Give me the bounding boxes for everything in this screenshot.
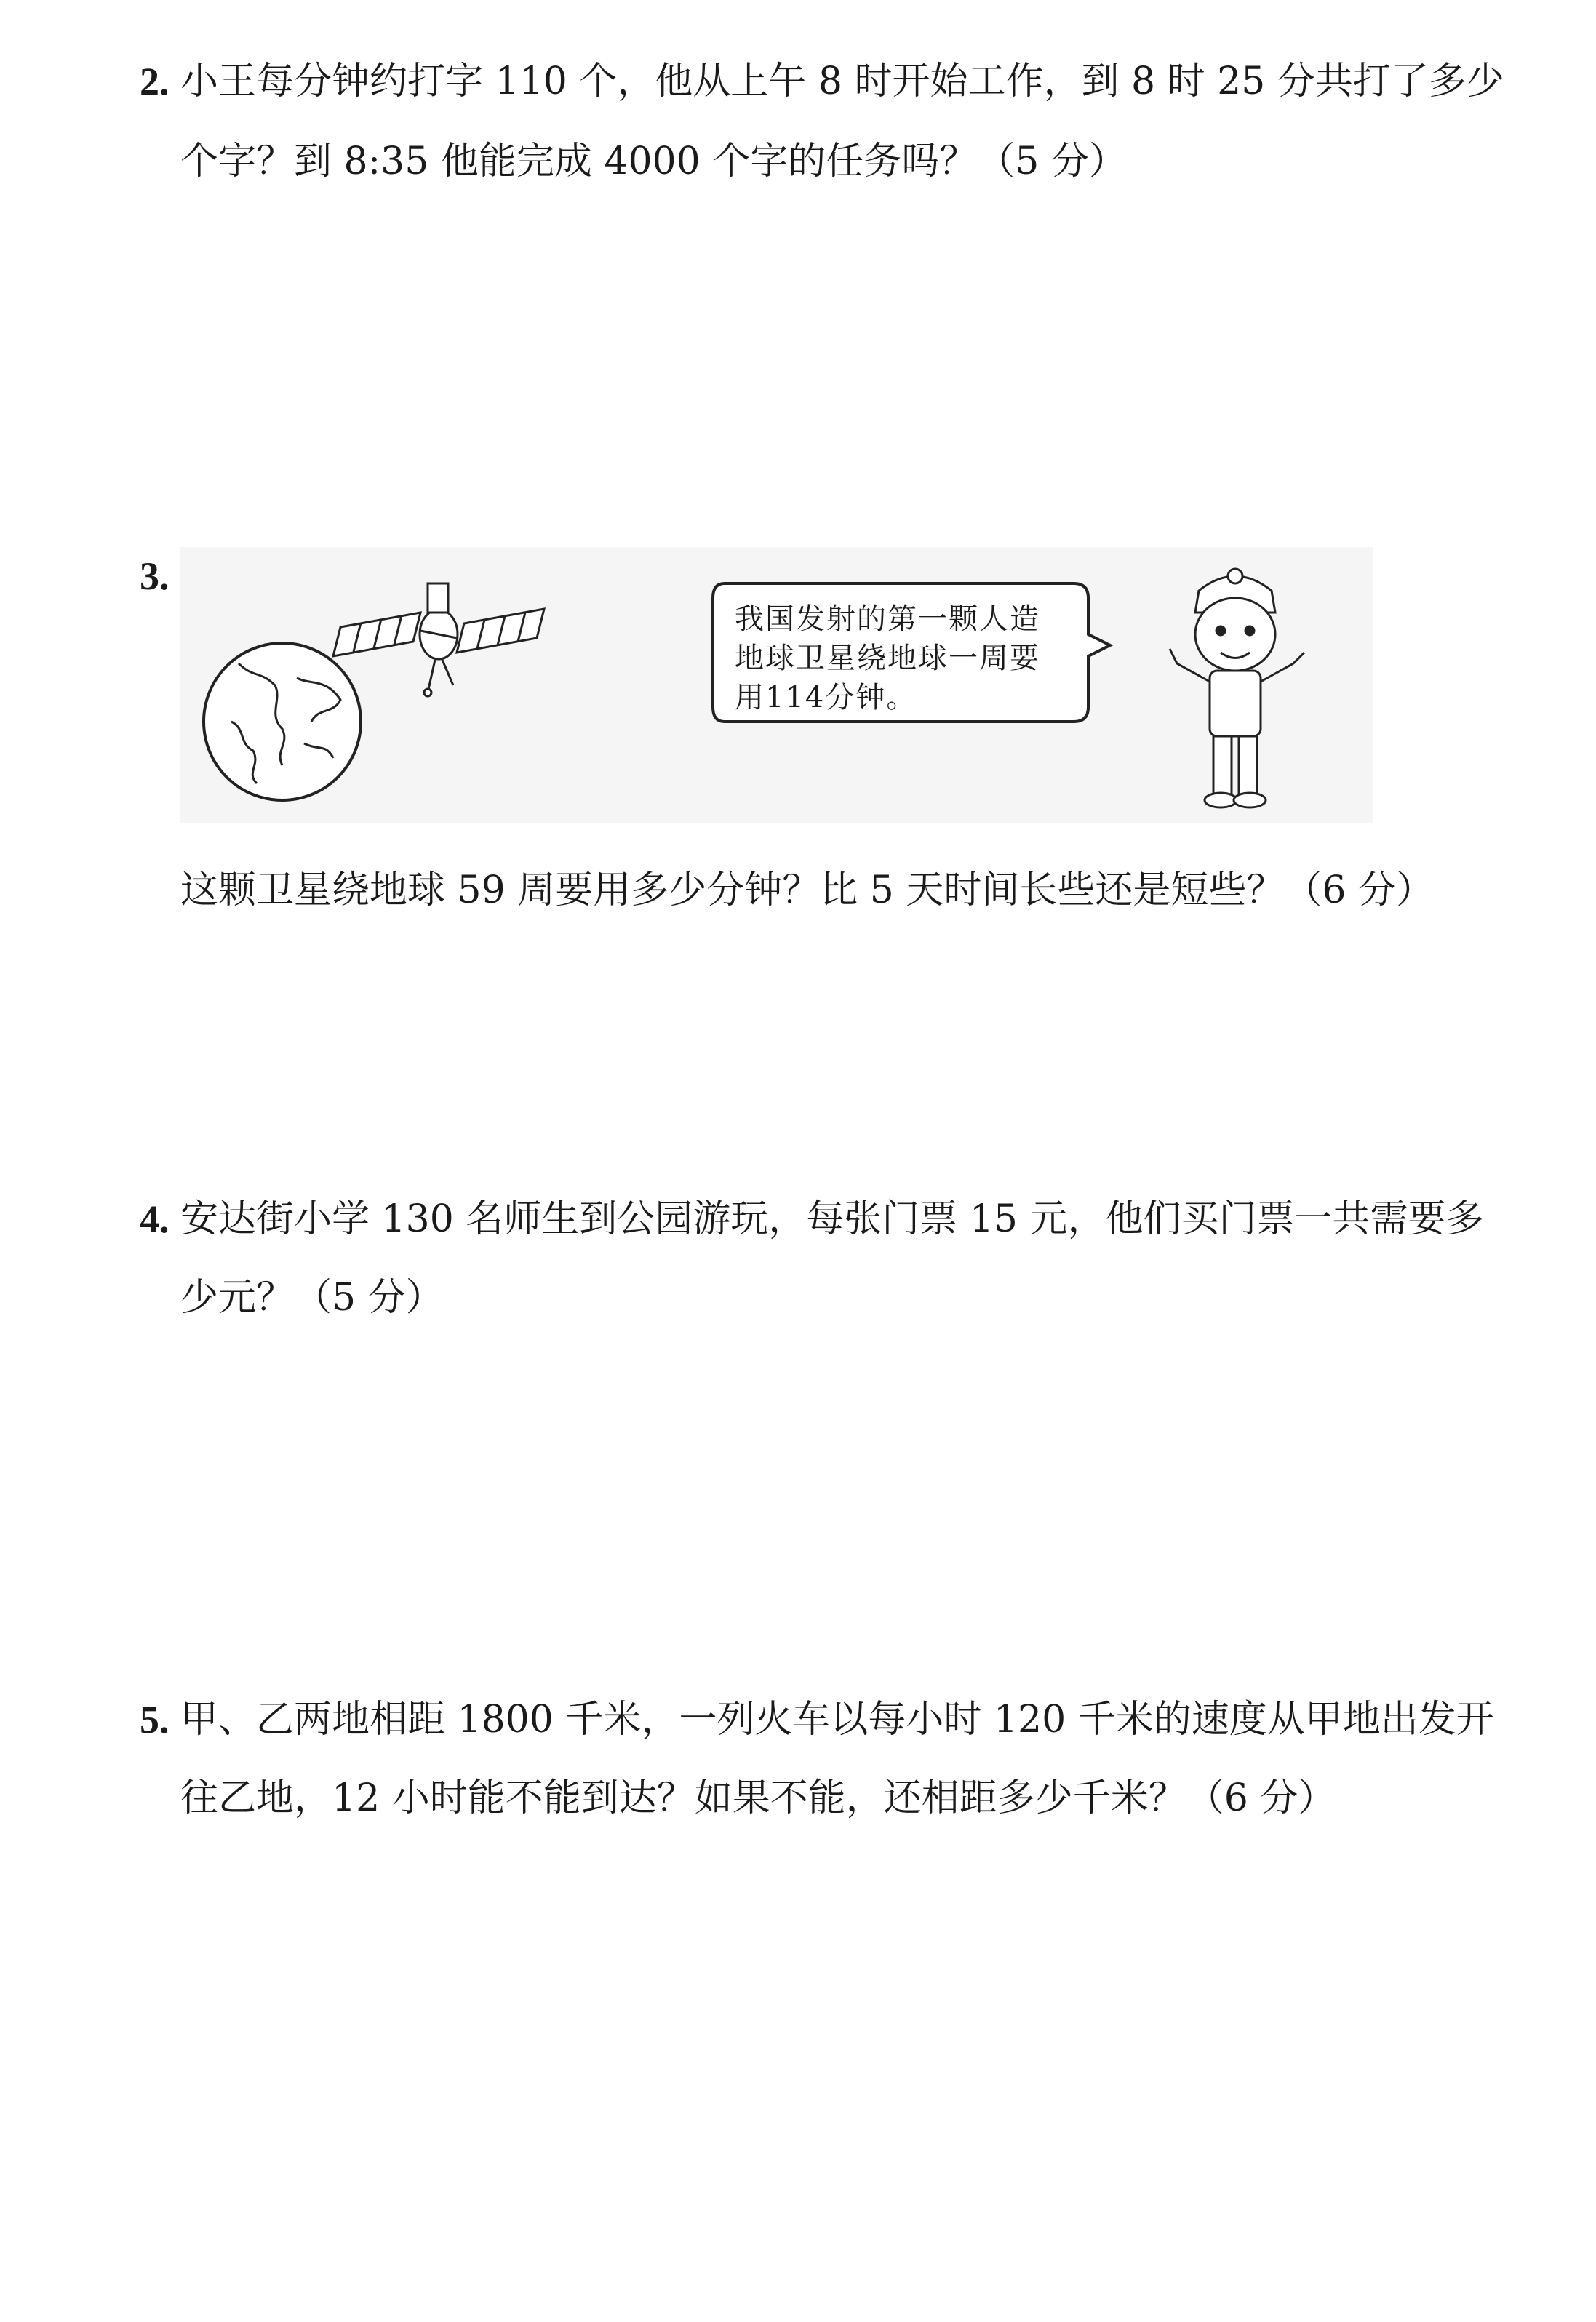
speech-line: 用114分钟。 [735,681,917,714]
speech-line: 地球卫星绕地球一周要 [735,642,1040,675]
question-text-line: 往乙地，12 小时能不能到达？如果不能，还相距多少千米？（6 分） [180,1776,1336,1820]
boy-icon [1126,562,1344,823]
speech-line: 我国发射的第一颗人造 [735,602,1040,636]
question-text-line: 小王每分钟约打字 110 个，他从上午 8 时开始工作，到 8 时 25 分共打了多少 [180,60,1504,103]
question-text-line: 安达街小学 130 名师生到公园游玩，每张门票 15 元，他们买门票一共需要多 [180,1197,1484,1241]
question-number: 3. [140,554,169,598]
satellite-icon [326,562,559,722]
question-number: 2. [140,60,169,103]
question-text-line: 少元？（5 分） [180,1276,444,1320]
speech-bubble-text [735,599,1040,717]
question-text-line: 甲、乙两地相距 1800 千米，一列火车以每小时 120 千米的速度从甲地出发开 [180,1698,1494,1741]
question-number: 4. [140,1197,169,1241]
question-number: 5. [140,1698,169,1741]
question-text-line: 这颗卫星绕地球 59 周要用多少分钟？比 5 天时间长些还是短些？（6 分） [180,869,1434,912]
question-text-line: 个字？到 8:35 他能完成 4000 个字的任务吗？（5 分） [180,140,1127,183]
